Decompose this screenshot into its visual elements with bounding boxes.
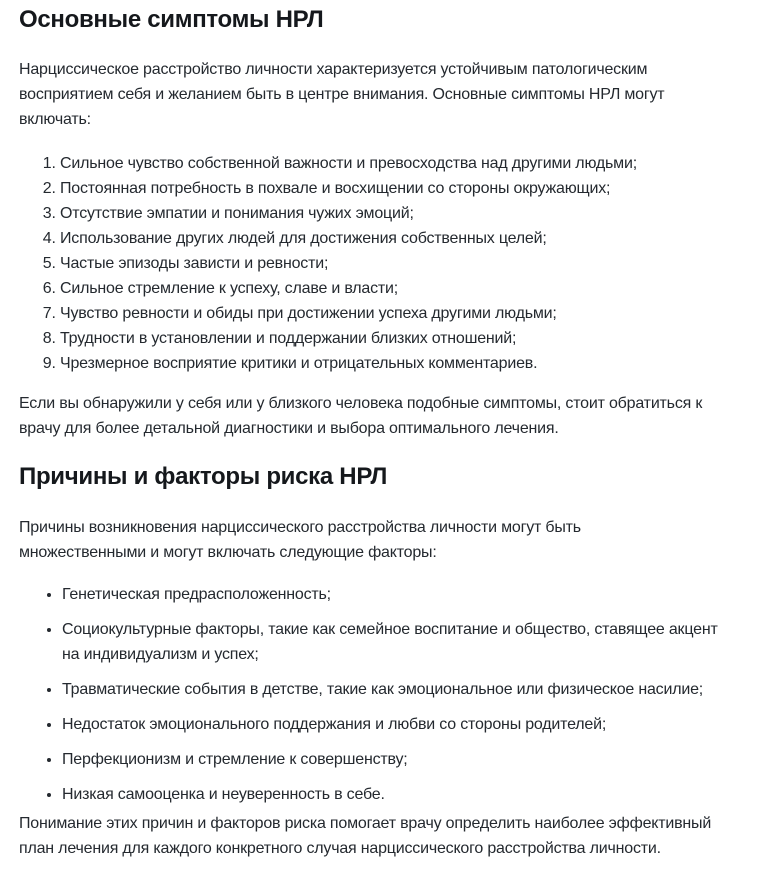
- causes-section: [19, 462, 761, 861]
- cause-item: • Недостаток эмоционального поддержания и любви со стороны родителей;: [62, 712, 761, 737]
- cause-item: • Перфекционизм и стремление к совершенству;: [62, 747, 761, 772]
- symptom-item: 1. Сильное чувство собственной важности и превосходства над другими людьми;: [60, 151, 761, 176]
- cause-item: • Социокультурные факторы, такие как семейное воспитание и общество, ставящее акцент на индивидуализм и успех;: [62, 617, 761, 667]
- symptoms-outro: Если вы обнаружили у себя или у близкого человека подобные симптомы, стоит обратиться к врачу для более детальной диагностики и выбора оптимального лечения.: [19, 395, 703, 437]
- symptom-item: 7. Чувство ревности и обиды при достижении успеха другими людьми;: [60, 301, 761, 326]
- causes-list: [19, 582, 761, 807]
- causes-intro: Причины возникновения нарциссического расстройства личности могут быть множественными и могут включать следующие факторы:: [19, 519, 581, 561]
- symptoms-heading: Основные симптомы НРЛ: [19, 6, 324, 33]
- cause-item: • Низкая самооценка и неуверенность в себе.: [62, 782, 761, 807]
- symptom-item: 8. Трудности в установлении и поддержании близких отношений;: [60, 326, 761, 351]
- symptom-item: 4. Использование других людей для достижения собственных целей;: [60, 226, 761, 251]
- symptoms-intro: Нарциссическое расстройство личности характеризуется устойчивым патологическим восприятием себя и желанием быть в центре внимания. Основные симптомы НРЛ могут включать:: [19, 61, 665, 128]
- causes-heading: Причины и факторы риска НРЛ: [19, 463, 388, 490]
- symptom-item: 3. Отсутствие эмпатии и понимания чужих эмоций;: [60, 201, 761, 226]
- symptom-item: 9. Чрезмерное восприятие критики и отрицательных комментариев.: [60, 351, 761, 376]
- cause-item: • Генетическая предрасположенность;: [62, 582, 761, 607]
- causes-outro: Понимание этих причин и факторов риска помогает врачу определить наиболее эффективный план лечения для каждого конкретного случая нарциссического расстройства личности.: [19, 815, 712, 857]
- symptom-item: 2. Постоянная потребность в похвале и восхищении со стороны окружающих;: [60, 176, 761, 201]
- symptom-item: 6. Сильное стремление к успеху, славе и власти;: [60, 276, 761, 301]
- symptoms-list: [19, 151, 761, 376]
- cause-item: • Травматические события в детстве, такие как эмоциональное или физическое насилие;: [62, 677, 761, 702]
- symptoms-section: [19, 5, 761, 441]
- symptom-item: 5. Частые эпизоды зависти и ревности;: [60, 251, 761, 276]
